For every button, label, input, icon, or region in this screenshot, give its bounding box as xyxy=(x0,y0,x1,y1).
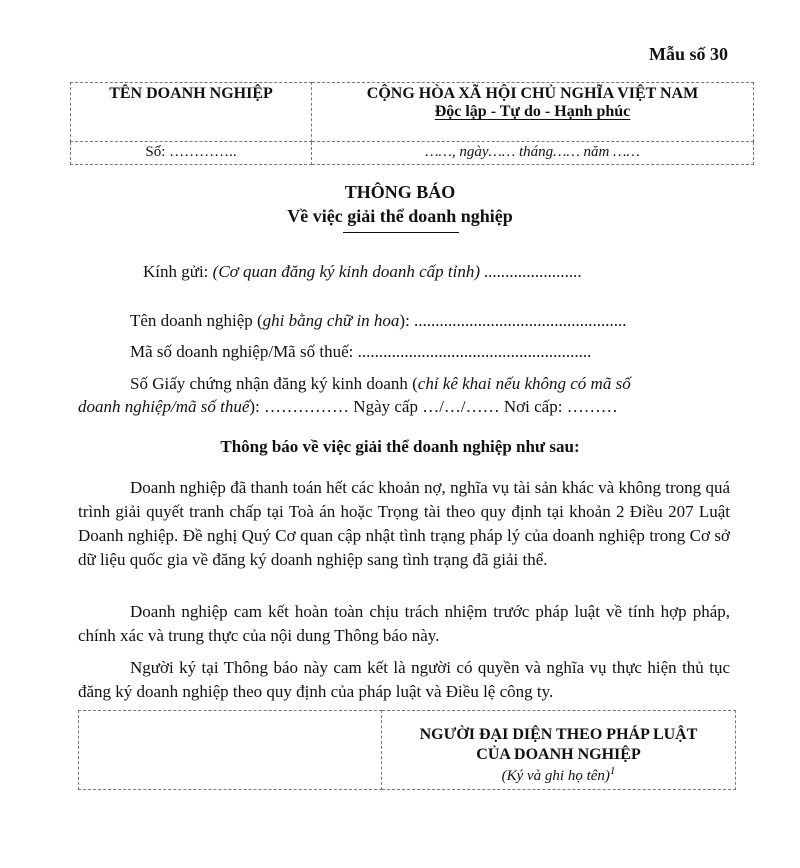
document-subtitle: Về việc giải thể doanh nghiệp xyxy=(287,206,513,226)
signature-cell xyxy=(382,711,736,790)
addressee-label: Kính gửi: xyxy=(143,262,209,281)
subtitle-underline xyxy=(343,232,459,233)
addressee-value: (Cơ quan đăng ký kinh doanh cấp tỉnh) ....................... xyxy=(212,262,583,281)
license-details: ): …………… Ngày cấp …/…/…… Nơi cấp: ……… xyxy=(249,397,618,416)
signature-instruction: (Ký và ghi họ tên) xyxy=(501,768,610,784)
footnote-mark: 1 xyxy=(609,765,616,777)
nation-heading: CỘNG HÒA XÃ HỘI CHỦ NGHĨA VIỆT NAM xyxy=(366,85,699,102)
company-name-hint: ghi bằng chữ in hoa xyxy=(262,311,400,330)
place-date-cell xyxy=(312,142,754,165)
document-header xyxy=(70,82,754,165)
national-motto: Độc lập - Tự do - Hạnh phúc xyxy=(434,103,631,120)
document-number: Số: ………….. xyxy=(145,144,237,160)
form-number: Mẫu số 30 xyxy=(648,44,728,64)
paragraph-dissolution: Doanh nghiệp đã thanh toán hết các khoản nợ, nghĩa vụ tài sản khác và không trong quá trình giải quyết tranh chấp tại Toà án hoặc Trọng tài theo quy định tại khoản 2 Điều 207 Luật Doanh nghiệp. Đề nghị Quý Cơ quan cập nhật tình trạng pháp lý của doanh nghiệp trong Cơ sở dữ liệu quốc gia về đăng ký doanh nghiệp sang tình trạng đã giải thể. xyxy=(78,478,730,569)
company-name-field xyxy=(78,311,782,331)
company-name-label: Tên doanh nghiệp ( xyxy=(130,311,263,330)
tax-code-field xyxy=(78,342,782,362)
license-hint-1: chỉ kê khai nếu không có mã số xyxy=(417,374,631,393)
signer-title-line2: CỦA DOANH NGHIỆP xyxy=(476,746,641,763)
tax-code-label: Mã số doanh nghiệp/Mã số thuế: ....................................................... xyxy=(130,342,592,361)
document-title: THÔNG BÁO xyxy=(344,182,456,202)
document-number-cell xyxy=(71,142,312,165)
paragraph-commitment: Doanh nghiệp cam kết hoàn toàn chịu trách nhiệm trước pháp luật về tính hợp pháp, chính xác và trung thực của nội dung Thông báo này. xyxy=(78,602,730,645)
company-label: TÊN DOANH NGHIỆP xyxy=(109,85,273,102)
section-heading: Thông báo về việc giải thể doanh nghiệp như sau: xyxy=(220,437,580,456)
company-name-placeholder: ): .................................................. xyxy=(399,311,627,330)
signature-note xyxy=(383,765,734,785)
license-label: Số Giấy chứng nhận đăng ký kinh doanh ( xyxy=(130,374,418,393)
license-field-line2 xyxy=(78,397,730,417)
signature-blank-cell xyxy=(79,711,382,790)
signer-title-line1: NGƯỜI ĐẠI DIỆN THEO PHÁP LUẬT xyxy=(419,726,698,743)
signature-block xyxy=(78,710,736,790)
place-date: ……, ngày…… tháng…… năm …… xyxy=(425,144,640,160)
addressee-line xyxy=(143,262,795,282)
nation-cell xyxy=(312,83,754,142)
company-name-cell xyxy=(71,83,312,142)
paragraph-signer-commitment: Người ký tại Thông báo này cam kết là người có quyền và nghĩa vụ thực hiện thủ tục đăng ký doanh nghiệp theo quy định của pháp luật và Điều lệ công ty. xyxy=(78,658,730,701)
license-hint-2: doanh nghiệp/mã số thuế xyxy=(78,397,250,416)
license-field-line1 xyxy=(78,374,782,394)
